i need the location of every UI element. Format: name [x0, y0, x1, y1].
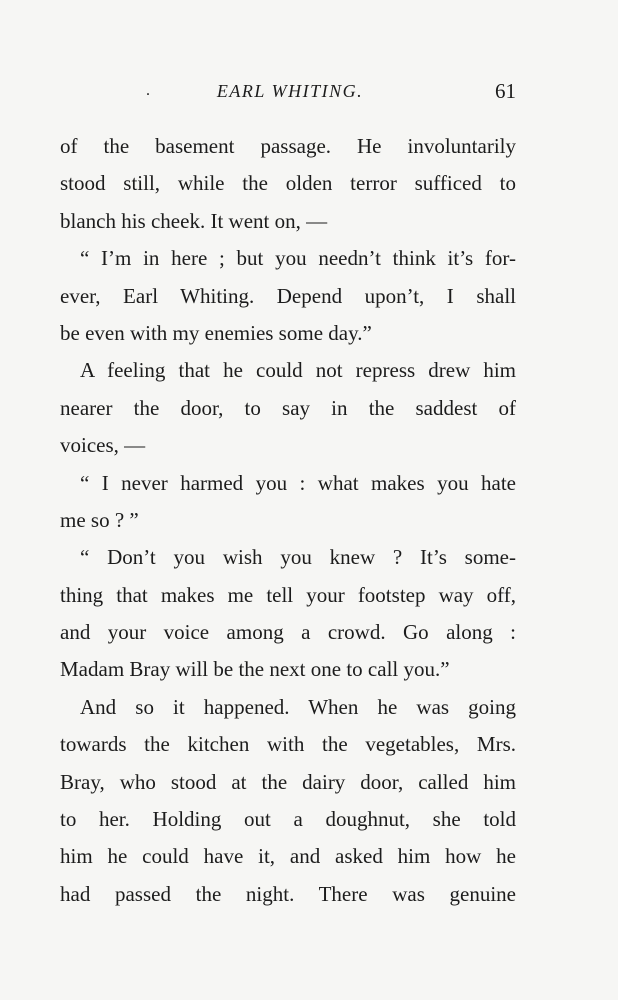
text-line: had passed the night. There was genuine	[60, 881, 516, 906]
text-line: “ Don’t you wish you knew ? It’s some-	[80, 545, 516, 570]
text-line: And so it happened. When he was going	[80, 694, 516, 719]
running-head-title: EARL WHITING.	[216, 81, 364, 101]
head-ornament: .	[146, 82, 150, 99]
text-line: thing that makes me tell your footstep way off,	[60, 582, 516, 607]
text-line: Madam Bray will be the next one to call you.”	[60, 657, 450, 682]
text-line: me so ? ”	[60, 507, 139, 532]
text-line: blanch his cheek. It went on, —	[60, 208, 328, 233]
text-line: nearer the door, to say in the saddest of	[60, 395, 516, 420]
text-line: A feeling that he could not repress drew him	[80, 358, 516, 383]
text-line: stood still, while the olden terror sufficed to	[60, 171, 516, 196]
text-line: Bray, who stood at the dairy door, called him	[60, 769, 516, 794]
text-line: voices, —	[60, 433, 146, 458]
running-head	[60, 76, 516, 106]
text-line: and your voice among a crowd. Go along :	[60, 620, 516, 645]
body-text	[60, 128, 516, 913]
text-line: ever, Earl Whiting. Depend upon’t, I shall	[60, 283, 516, 308]
page-number: 61	[495, 79, 516, 103]
text-line: be even with my enemies some day.”	[60, 320, 372, 345]
text-line: of the basement passage. He involuntarily	[60, 134, 516, 158]
text-line: him he could have it, and asked him how he	[60, 844, 516, 869]
text-line: “ I’m in here ; but you needn’t think it’s for-	[80, 246, 516, 271]
text-line: to her. Holding out a doughnut, she told	[60, 807, 516, 832]
text-line: “ I never harmed you : what makes you hate	[80, 470, 516, 495]
text-line: towards the kitchen with the vegetables, Mrs.	[60, 732, 516, 757]
